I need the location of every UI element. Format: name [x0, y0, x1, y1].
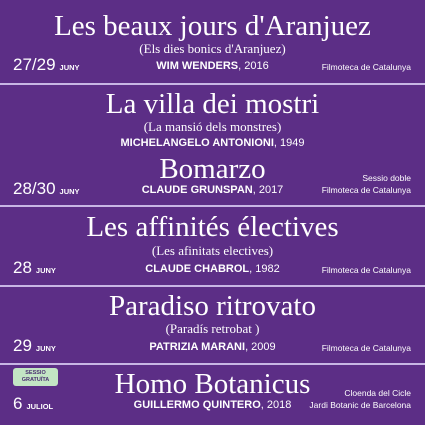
film-subtitle: (Paradís retrobat ) [165, 321, 260, 336]
date-day: 28/30 [13, 179, 56, 198]
film-year: , 2018 [260, 399, 292, 411]
film-note-venue [291, 172, 411, 196]
date-month: JUNY [59, 63, 80, 72]
film-year: , 2009 [245, 341, 276, 353]
divider [0, 205, 425, 207]
film-director: CLAUDE CHABROL [145, 263, 250, 275]
film-venue: Jardi Botanic de Barcelona [309, 400, 411, 410]
film-title: Homo Botanicus [114, 368, 311, 400]
date-day: 6 [13, 394, 23, 413]
film-venue: Filmoteca de Catalunya [321, 62, 411, 72]
film-title: Bomarzo [159, 153, 266, 185]
film-subtitle: (Les afinitats electives) [151, 243, 274, 258]
divider [0, 285, 425, 287]
film-date [13, 55, 80, 75]
session-note: Sessio doble [362, 173, 411, 183]
badge-line: GRATUÏTA [21, 377, 50, 383]
divider [0, 363, 425, 365]
film-year: , 2016 [238, 60, 269, 72]
date-month: JUNY [35, 266, 56, 275]
film-note-venue [291, 387, 411, 411]
date-day: 27/29 [13, 55, 56, 74]
film-title: La villa dei mostri [105, 88, 320, 120]
film-credit [0, 137, 425, 150]
film-director: PATRIZIA MARANI [149, 341, 246, 353]
film-subtitle: (Els dies bonics d'Aranjuez) [139, 41, 286, 56]
film-director: WIM WENDERS [156, 60, 239, 72]
date-day: 29 [13, 336, 32, 355]
film-date [13, 336, 56, 356]
date-month: JULIOL [26, 402, 54, 411]
film-venue: Filmoteca de Catalunya [321, 265, 411, 275]
film-title: Les beaux jours d'Aranjuez [54, 10, 371, 42]
date-day: 28 [13, 258, 32, 277]
film-year: , 1949 [273, 137, 305, 149]
film-director: GUILLERMO QUINTERO [133, 399, 261, 411]
film-director: CLAUDE GRUNSPAN [141, 184, 253, 196]
divider [0, 83, 425, 85]
film-title: Paradiso ritrovato [109, 290, 316, 322]
date-month: JUNY [59, 187, 80, 196]
film-subtitle: (La mansió dels monstres) [143, 119, 282, 134]
film-title: Les affinités électives [86, 211, 339, 243]
date-month: JUNY [35, 344, 56, 353]
film-year: , 1982 [249, 263, 280, 275]
film-director: MICHELANGELO ANTONIONI [120, 137, 274, 149]
film-date [13, 394, 53, 414]
film-venue: Filmoteca de Catalunya [321, 343, 411, 353]
film-year: , 2017 [252, 184, 284, 196]
film-date [13, 179, 80, 199]
closing-note: Cloenda del Cicle [344, 388, 411, 398]
badge-line: SESSIO [25, 370, 46, 376]
film-date [13, 258, 56, 278]
film-venue: Filmoteca de Catalunya [321, 185, 411, 195]
